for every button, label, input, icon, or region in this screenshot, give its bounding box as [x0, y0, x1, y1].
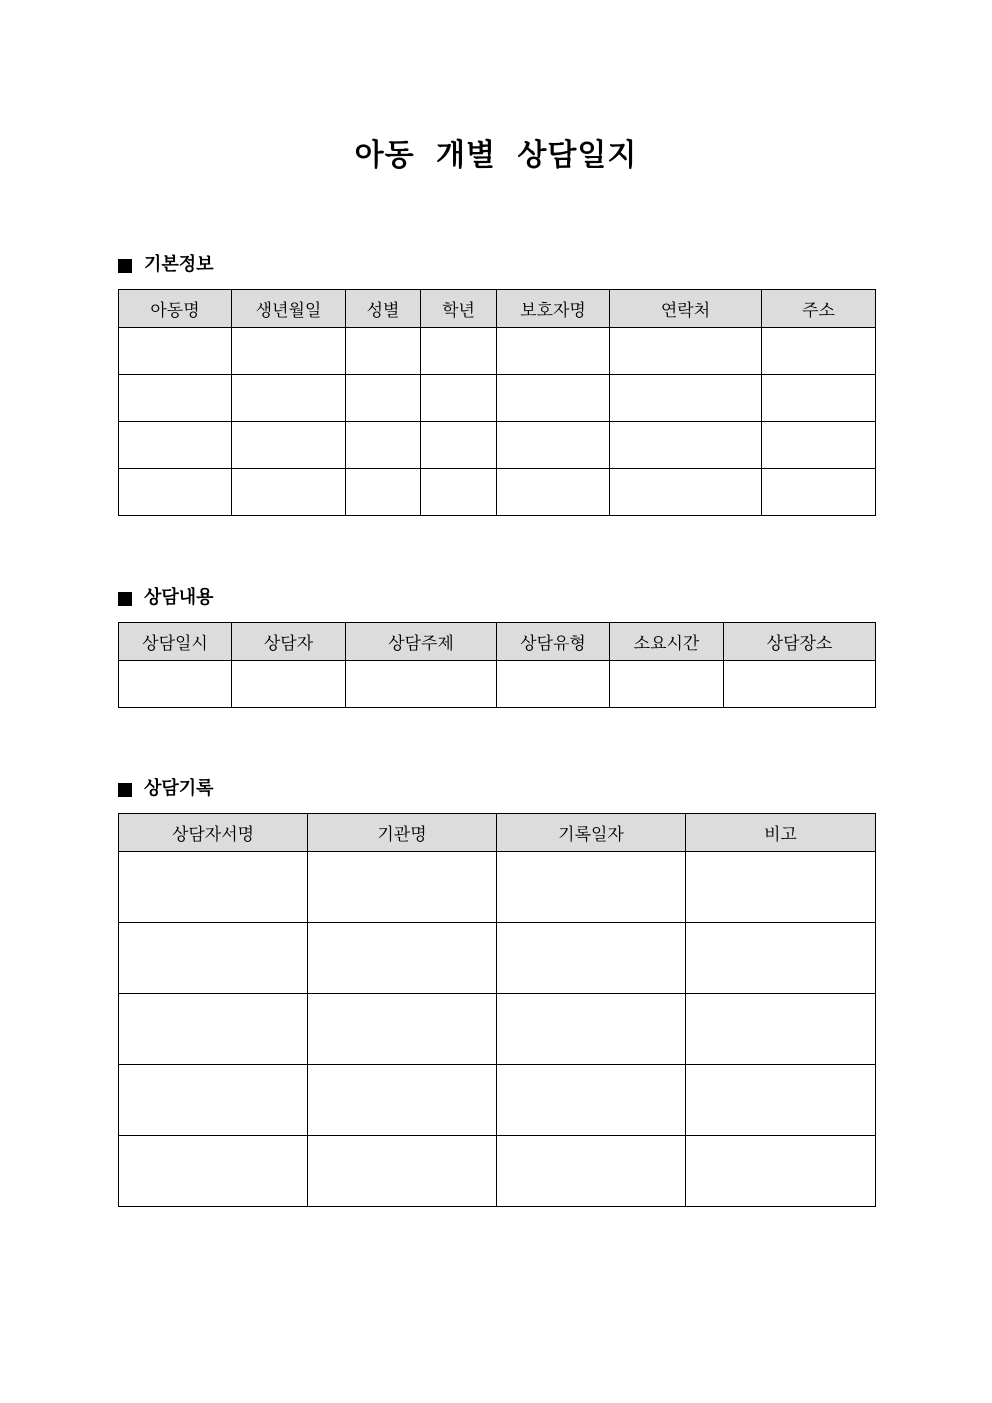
column-header: 연락처	[610, 290, 762, 328]
table-cell[interactable]	[346, 375, 421, 422]
section-heading-counsel-content	[118, 586, 214, 610]
table-cell[interactable]	[497, 994, 686, 1065]
counsel-content-table	[118, 622, 876, 708]
table-cell[interactable]	[421, 375, 497, 422]
table-cell[interactable]	[308, 1065, 497, 1136]
square-bullet-icon	[118, 783, 132, 797]
table-cell[interactable]	[497, 422, 610, 469]
table-cell[interactable]	[686, 923, 876, 994]
section-heading-counsel-record	[118, 777, 214, 801]
table-cell[interactable]	[119, 1136, 308, 1207]
table-cell[interactable]	[610, 375, 762, 422]
table-cell[interactable]	[119, 994, 308, 1065]
table-row	[119, 661, 876, 708]
table-cell[interactable]	[232, 422, 346, 469]
column-header: 상담자	[232, 623, 346, 661]
table-cell[interactable]	[232, 375, 346, 422]
square-bullet-icon	[118, 592, 132, 606]
table-cell[interactable]	[421, 328, 497, 375]
table-cell[interactable]	[346, 328, 421, 375]
column-header: 상담장소	[724, 623, 876, 661]
table-cell[interactable]	[308, 1136, 497, 1207]
table-cell[interactable]	[346, 422, 421, 469]
column-header: 상담일시	[119, 623, 232, 661]
column-header: 학년	[421, 290, 497, 328]
table-cell[interactable]	[232, 469, 346, 516]
table-cell[interactable]	[497, 328, 610, 375]
table-cell[interactable]	[610, 661, 724, 708]
table-row	[119, 422, 876, 469]
counsel-record-table	[118, 813, 876, 1207]
section-heading-label: 상담기록	[144, 778, 214, 799]
section-heading-label: 기본정보	[144, 254, 214, 275]
table-cell[interactable]	[497, 469, 610, 516]
table-cell[interactable]	[308, 923, 497, 994]
table-cell[interactable]	[119, 923, 308, 994]
column-header: 상담유형	[497, 623, 610, 661]
table-cell[interactable]	[119, 422, 232, 469]
square-bullet-icon	[118, 259, 132, 273]
column-header: 보호자명	[497, 290, 610, 328]
table-cell[interactable]	[762, 375, 876, 422]
column-header: 소요시간	[610, 623, 724, 661]
column-header: 주소	[762, 290, 876, 328]
table-cell[interactable]	[232, 328, 346, 375]
table-row	[119, 1136, 876, 1207]
table-cell[interactable]	[610, 328, 762, 375]
table-cell[interactable]	[610, 422, 762, 469]
column-header: 성별	[346, 290, 421, 328]
table-cell[interactable]	[308, 852, 497, 923]
table-cell[interactable]	[686, 1065, 876, 1136]
table-cell[interactable]	[421, 422, 497, 469]
table-cell[interactable]	[308, 994, 497, 1065]
table-cell[interactable]	[497, 852, 686, 923]
column-header: 비고	[686, 814, 876, 852]
table-header-row	[119, 623, 876, 661]
table-cell[interactable]	[686, 1136, 876, 1207]
column-header: 기록일자	[497, 814, 686, 852]
table-row	[119, 375, 876, 422]
table-header-row	[119, 290, 876, 328]
table-cell[interactable]	[610, 469, 762, 516]
table-cell[interactable]	[497, 375, 610, 422]
table-cell[interactable]	[421, 469, 497, 516]
table-cell[interactable]	[119, 852, 308, 923]
table-header-row	[119, 814, 876, 852]
table-row	[119, 1065, 876, 1136]
table-cell[interactable]	[119, 328, 232, 375]
table-cell[interactable]	[762, 422, 876, 469]
table-cell[interactable]	[686, 852, 876, 923]
table-cell[interactable]	[346, 661, 497, 708]
table-row	[119, 994, 876, 1065]
document-title: 아동 개별 상담일지	[354, 138, 638, 173]
column-header: 기관명	[308, 814, 497, 852]
table-cell[interactable]	[724, 661, 876, 708]
table-cell[interactable]	[232, 661, 346, 708]
table-row	[119, 852, 876, 923]
table-cell[interactable]	[346, 469, 421, 516]
column-header: 생년월일	[232, 290, 346, 328]
column-header: 아동명	[119, 290, 232, 328]
table-cell[interactable]	[497, 661, 610, 708]
table-row	[119, 923, 876, 994]
table-cell[interactable]	[119, 661, 232, 708]
section-heading-label: 상담내용	[144, 587, 214, 608]
section-heading-basic-info	[118, 253, 214, 277]
table-row	[119, 328, 876, 375]
table-cell[interactable]	[119, 1065, 308, 1136]
table-cell[interactable]	[497, 1065, 686, 1136]
table-cell[interactable]	[762, 469, 876, 516]
table-cell[interactable]	[119, 469, 232, 516]
table-cell[interactable]	[762, 328, 876, 375]
table-cell[interactable]	[497, 923, 686, 994]
column-header: 상담주제	[346, 623, 497, 661]
basic-info-table	[118, 289, 876, 516]
table-cell[interactable]	[119, 375, 232, 422]
table-cell[interactable]	[497, 1136, 686, 1207]
table-row	[119, 469, 876, 516]
table-cell[interactable]	[686, 994, 876, 1065]
column-header: 상담자서명	[119, 814, 308, 852]
